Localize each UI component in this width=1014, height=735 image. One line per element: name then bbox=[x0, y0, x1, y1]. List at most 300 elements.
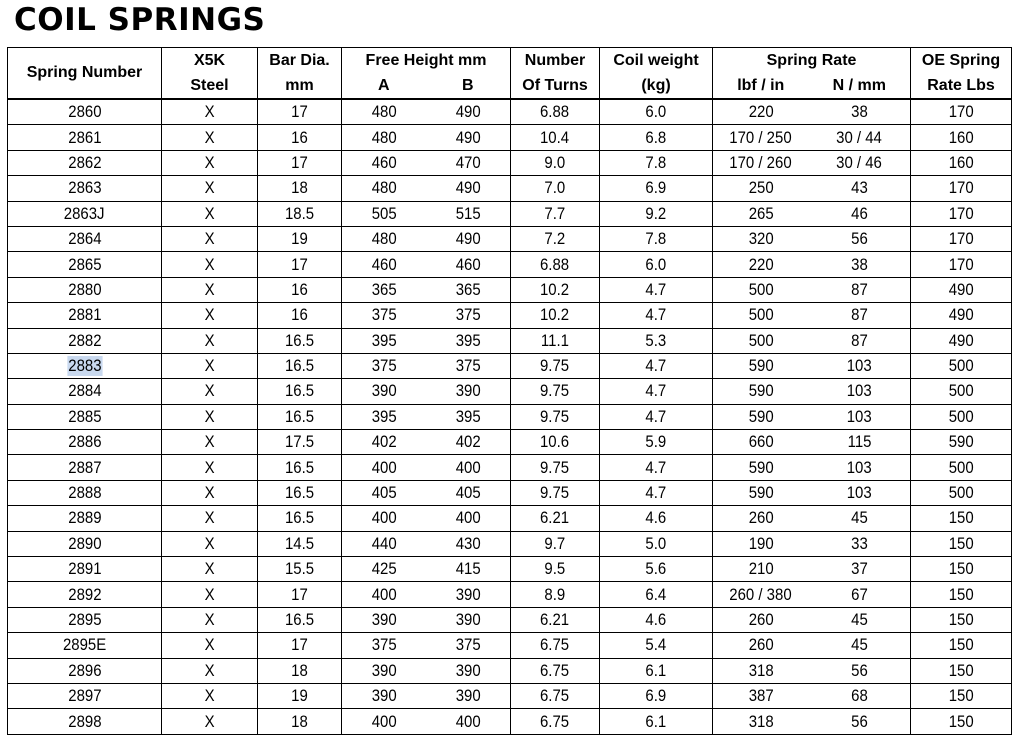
cell-free-height-b bbox=[426, 303, 511, 328]
cell-turns-text: 10.2 bbox=[540, 305, 570, 325]
cell-turns bbox=[511, 201, 600, 226]
cell-spring-number bbox=[8, 125, 162, 150]
cell-free-height-a bbox=[342, 201, 426, 226]
cell-rate-lbf-text: 318 bbox=[748, 660, 774, 680]
cell-x5k-steel-text: X bbox=[204, 203, 215, 223]
cell-oe-rate-text: 490 bbox=[948, 305, 974, 325]
table-row bbox=[8, 379, 1012, 404]
cell-x5k-steel bbox=[162, 430, 258, 455]
cell-spring-number bbox=[8, 430, 162, 455]
cell-free-height-b bbox=[426, 480, 511, 505]
cell-spring-number bbox=[8, 480, 162, 505]
cell-rate-n-text: 45 bbox=[850, 610, 868, 629]
cell-coil-weight-text: 4.7 bbox=[645, 356, 667, 376]
cell-rate-lbf bbox=[713, 709, 809, 734]
table-row bbox=[8, 582, 1012, 607]
cell-x5k-steel bbox=[162, 658, 258, 683]
page-title: COIL SPRINGS bbox=[14, 2, 266, 38]
cell-rate-lbf-text: 500 bbox=[748, 305, 774, 325]
cell-oe-rate-text: 150 bbox=[948, 711, 974, 731]
cell-turns bbox=[511, 531, 600, 556]
cell-spring-number bbox=[8, 252, 162, 277]
cell-free-height-a bbox=[342, 607, 426, 632]
cell-free-height-a bbox=[342, 99, 426, 125]
cell-coil-weight-text: 7.8 bbox=[645, 229, 667, 249]
cell-bar-dia bbox=[258, 683, 342, 708]
cell-free-height-b-text: 490 bbox=[455, 127, 481, 147]
cell-free-height-b bbox=[426, 404, 511, 429]
cell-coil-weight bbox=[600, 709, 713, 734]
cell-turns-text: 10.4 bbox=[540, 127, 570, 147]
cell-spring-number-text: 2886 bbox=[67, 432, 102, 452]
table-row bbox=[8, 353, 1012, 378]
cell-rate-lbf-text: 260 bbox=[748, 610, 774, 629]
cell-rate-n-text: 103 bbox=[846, 457, 872, 477]
table-row bbox=[8, 709, 1012, 734]
cell-oe-rate bbox=[911, 531, 1012, 556]
cell-x5k-steel-text: X bbox=[204, 381, 215, 401]
cell-rate-n-text: 38 bbox=[850, 254, 868, 274]
cell-rate-lbf-text: 500 bbox=[748, 330, 774, 350]
cell-free-height-b bbox=[426, 709, 511, 734]
cell-free-height-a-text: 390 bbox=[371, 381, 397, 401]
table-row bbox=[8, 99, 1012, 125]
cell-rate-n bbox=[809, 633, 911, 658]
cell-turns bbox=[511, 557, 600, 582]
cell-free-height-b bbox=[426, 150, 511, 175]
cell-rate-n-text: 115 bbox=[847, 432, 872, 452]
cell-turns bbox=[511, 430, 600, 455]
cell-free-height-b-text: 460 bbox=[455, 254, 481, 274]
cell-turns-text: 9.75 bbox=[540, 406, 570, 426]
cell-x5k-steel-text: X bbox=[204, 127, 215, 147]
cell-coil-weight-text: 4.7 bbox=[645, 305, 667, 325]
cell-turns bbox=[511, 480, 600, 505]
cell-rate-lbf bbox=[713, 607, 809, 632]
cell-free-height-a-text: 400 bbox=[371, 457, 397, 477]
cell-coil-weight-text: 6.9 bbox=[645, 686, 667, 706]
cell-x5k-steel-text: X bbox=[204, 686, 215, 706]
cell-rate-lbf-text: 387 bbox=[748, 686, 774, 706]
cell-oe-rate bbox=[911, 303, 1012, 328]
cell-x5k-steel-text: X bbox=[204, 457, 215, 477]
cell-turns-text: 9.75 bbox=[540, 356, 570, 376]
cell-bar-dia-text: 16.5 bbox=[284, 610, 315, 629]
cell-rate-n bbox=[809, 709, 911, 734]
cell-spring-number-text: 2861 bbox=[67, 127, 102, 147]
table-row bbox=[8, 226, 1012, 251]
header-spring-rate: Spring Rate bbox=[713, 48, 911, 74]
cell-spring-number bbox=[8, 709, 162, 734]
cell-spring-number-text: 2891 bbox=[67, 559, 102, 579]
cell-turns-text: 6.21 bbox=[540, 610, 570, 629]
coil-springs-table bbox=[7, 47, 1012, 735]
cell-free-height-b bbox=[426, 176, 511, 201]
cell-rate-lbf-text: 170 / 250 bbox=[729, 127, 792, 147]
cell-oe-rate-text: 150 bbox=[948, 584, 974, 604]
cell-free-height-a bbox=[342, 506, 426, 531]
cell-rate-lbf-text: 220 bbox=[748, 102, 774, 122]
cell-spring-number-text: 2865 bbox=[67, 254, 102, 274]
cell-coil-weight-text: 7.8 bbox=[645, 152, 667, 172]
cell-x5k-steel bbox=[162, 633, 258, 658]
cell-free-height-a-text: 390 bbox=[371, 686, 397, 706]
cell-x5k-steel bbox=[162, 480, 258, 505]
cell-free-height-b-text: 402 bbox=[455, 432, 481, 452]
cell-rate-n-text: 38 bbox=[850, 102, 868, 122]
cell-x5k-steel bbox=[162, 201, 258, 226]
cell-bar-dia bbox=[258, 658, 342, 683]
cell-rate-lbf-text: 590 bbox=[748, 381, 774, 401]
cell-coil-weight bbox=[600, 531, 713, 556]
cell-coil-weight bbox=[600, 226, 713, 251]
cell-rate-lbf-text: 590 bbox=[748, 356, 774, 376]
cell-free-height-b-text: 365 bbox=[455, 279, 481, 299]
cell-free-height-b-text: 405 bbox=[455, 483, 481, 503]
cell-free-height-a bbox=[342, 226, 426, 251]
cell-turns-text: 7.0 bbox=[544, 178, 566, 198]
cell-rate-lbf bbox=[713, 277, 809, 302]
cell-x5k-steel-text: X bbox=[204, 711, 215, 731]
cell-free-height-a-text: 395 bbox=[371, 406, 397, 426]
cell-coil-weight bbox=[600, 658, 713, 683]
cell-oe-rate bbox=[911, 150, 1012, 175]
cell-bar-dia-text: 18.5 bbox=[284, 203, 315, 223]
cell-rate-lbf-text: 500 bbox=[748, 279, 774, 299]
table-row bbox=[8, 150, 1012, 175]
cell-rate-n bbox=[809, 252, 911, 277]
cell-spring-number bbox=[8, 150, 162, 175]
cell-bar-dia bbox=[258, 328, 342, 353]
cell-rate-n bbox=[809, 176, 911, 201]
cell-coil-weight bbox=[600, 277, 713, 302]
cell-free-height-a-text: 425 bbox=[371, 559, 397, 579]
cell-rate-lbf bbox=[713, 683, 809, 708]
cell-spring-number bbox=[8, 328, 162, 353]
cell-bar-dia-text: 16.5 bbox=[284, 508, 315, 528]
cell-free-height-a bbox=[342, 277, 426, 302]
cell-turns bbox=[511, 353, 600, 378]
cell-free-height-b-text: 400 bbox=[455, 508, 481, 528]
cell-free-height-b bbox=[426, 99, 511, 125]
cell-rate-n bbox=[809, 353, 911, 378]
cell-spring-number-text: 2884 bbox=[67, 381, 102, 401]
cell-free-height-a-text: 365 bbox=[371, 279, 397, 299]
cell-turns-text: 6.88 bbox=[540, 254, 570, 274]
cell-spring-number-text: 2880 bbox=[67, 279, 102, 299]
cell-rate-n-text: 56 bbox=[850, 229, 868, 249]
cell-x5k-steel bbox=[162, 353, 258, 378]
cell-free-height-b-text: 390 bbox=[455, 381, 481, 401]
cell-oe-rate bbox=[911, 176, 1012, 201]
cell-free-height-a-text: 460 bbox=[371, 254, 397, 274]
cell-oe-rate-text: 170 bbox=[948, 178, 974, 198]
cell-free-height-a bbox=[342, 125, 426, 150]
cell-bar-dia-text: 16 bbox=[291, 279, 308, 299]
cell-rate-lbf bbox=[713, 176, 809, 201]
table-row bbox=[8, 557, 1012, 582]
cell-bar-dia bbox=[258, 353, 342, 378]
cell-oe-rate-text: 150 bbox=[948, 686, 974, 706]
cell-rate-n-text: 45 bbox=[850, 635, 868, 655]
cell-spring-number-text: 2895E bbox=[62, 635, 107, 655]
cell-free-height-b bbox=[426, 557, 511, 582]
cell-bar-dia bbox=[258, 176, 342, 201]
cell-free-height-a-text: 400 bbox=[371, 584, 397, 604]
cell-rate-n-text: 33 bbox=[850, 533, 868, 553]
cell-bar-dia-text: 16 bbox=[291, 127, 308, 147]
cell-coil-weight bbox=[600, 607, 713, 632]
table-row bbox=[8, 303, 1012, 328]
cell-free-height-a bbox=[342, 176, 426, 201]
cell-spring-number bbox=[8, 201, 162, 226]
cell-coil-weight-text: 6.0 bbox=[645, 254, 667, 274]
cell-rate-n bbox=[809, 404, 911, 429]
cell-rate-n bbox=[809, 125, 911, 150]
cell-spring-number bbox=[8, 277, 162, 302]
cell-coil-weight bbox=[600, 582, 713, 607]
cell-spring-number-text: 2885 bbox=[67, 406, 102, 426]
cell-oe-rate bbox=[911, 506, 1012, 531]
cell-rate-lbf-text: 320 bbox=[748, 229, 774, 249]
cell-x5k-steel-text: X bbox=[204, 584, 215, 604]
cell-rate-lbf-text: 210 bbox=[748, 559, 774, 579]
table-row bbox=[8, 328, 1012, 353]
cell-oe-rate bbox=[911, 658, 1012, 683]
cell-oe-rate-text: 150 bbox=[948, 559, 974, 579]
cell-free-height-a-text: 505 bbox=[371, 203, 397, 223]
cell-free-height-b bbox=[426, 328, 511, 353]
cell-free-height-a-text: 480 bbox=[371, 102, 397, 122]
table-row bbox=[8, 658, 1012, 683]
cell-bar-dia bbox=[258, 633, 342, 658]
cell-rate-lbf bbox=[713, 328, 809, 353]
cell-free-height-b bbox=[426, 658, 511, 683]
cell-turns-text: 9.75 bbox=[540, 457, 570, 477]
cell-oe-rate-text: 500 bbox=[948, 483, 974, 503]
cell-spring-number-text: 2863J bbox=[64, 203, 105, 223]
header-spring-rate-lbf: lbf / in bbox=[713, 73, 809, 99]
cell-rate-lbf-text: 590 bbox=[748, 457, 774, 477]
cell-rate-n-text: 103 bbox=[846, 483, 872, 503]
cell-bar-dia bbox=[258, 480, 342, 505]
table-row bbox=[8, 404, 1012, 429]
cell-turns-text: 11.1 bbox=[541, 330, 570, 350]
cell-free-height-a bbox=[342, 683, 426, 708]
cell-spring-number bbox=[8, 506, 162, 531]
table-row bbox=[8, 176, 1012, 201]
cell-spring-number bbox=[8, 226, 162, 251]
cell-oe-rate bbox=[911, 430, 1012, 455]
cell-bar-dia bbox=[258, 557, 342, 582]
cell-rate-lbf-text: 260 / 380 bbox=[729, 584, 792, 604]
cell-bar-dia bbox=[258, 303, 342, 328]
cell-free-height-b-text: 390 bbox=[455, 686, 481, 706]
cell-free-height-b bbox=[426, 353, 511, 378]
cell-coil-weight bbox=[600, 633, 713, 658]
cell-coil-weight bbox=[600, 379, 713, 404]
cell-bar-dia-text: 16.5 bbox=[284, 330, 315, 350]
cell-oe-rate-text: 170 bbox=[948, 203, 974, 223]
cell-oe-rate bbox=[911, 252, 1012, 277]
cell-rate-n bbox=[809, 582, 911, 607]
cell-rate-n-text: 103 bbox=[846, 356, 872, 376]
cell-turns-text: 7.2 bbox=[544, 229, 566, 249]
cell-turns-text: 6.21 bbox=[540, 508, 570, 528]
cell-bar-dia bbox=[258, 430, 342, 455]
cell-rate-n bbox=[809, 430, 911, 455]
cell-x5k-steel bbox=[162, 506, 258, 531]
cell-free-height-a bbox=[342, 379, 426, 404]
cell-x5k-steel bbox=[162, 709, 258, 734]
cell-oe-rate-text: 500 bbox=[948, 356, 974, 376]
cell-x5k-steel bbox=[162, 226, 258, 251]
cell-rate-lbf bbox=[713, 455, 809, 480]
cell-rate-n bbox=[809, 99, 911, 125]
cell-bar-dia bbox=[258, 226, 342, 251]
cell-turns bbox=[511, 683, 600, 708]
cell-free-height-a-text: 400 bbox=[371, 508, 397, 528]
cell-free-height-a-text: 400 bbox=[371, 711, 397, 731]
cell-bar-dia-text: 17 bbox=[291, 635, 308, 655]
cell-free-height-a bbox=[342, 582, 426, 607]
cell-free-height-a bbox=[342, 404, 426, 429]
cell-oe-rate bbox=[911, 99, 1012, 125]
cell-oe-rate-text: 490 bbox=[948, 330, 974, 350]
cell-free-height-b-text: 395 bbox=[455, 330, 481, 350]
cell-rate-n-text: 87 bbox=[850, 279, 868, 299]
cell-oe-rate-text: 500 bbox=[948, 406, 974, 426]
table-body bbox=[8, 99, 1012, 734]
cell-bar-dia bbox=[258, 150, 342, 175]
cell-oe-rate bbox=[911, 582, 1012, 607]
cell-coil-weight bbox=[600, 99, 713, 125]
cell-rate-n-text: 30 / 44 bbox=[836, 127, 883, 147]
cell-rate-n bbox=[809, 277, 911, 302]
cell-bar-dia-text: 16.5 bbox=[284, 356, 315, 376]
cell-spring-number-text: 2887 bbox=[67, 457, 102, 477]
cell-oe-rate bbox=[911, 683, 1012, 708]
cell-turns bbox=[511, 404, 600, 429]
cell-turns bbox=[511, 150, 600, 175]
cell-free-height-a-text: 402 bbox=[371, 432, 397, 452]
cell-turns-text: 7.7 bbox=[544, 203, 566, 223]
cell-free-height-a-text: 480 bbox=[371, 178, 397, 198]
cell-rate-lbf bbox=[713, 226, 809, 251]
cell-free-height-b bbox=[426, 252, 511, 277]
cell-bar-dia-text: 17 bbox=[291, 102, 308, 122]
cell-coil-weight-text: 9.2 bbox=[645, 203, 667, 223]
cell-x5k-steel bbox=[162, 252, 258, 277]
cell-free-height-b bbox=[426, 506, 511, 531]
cell-coil-weight-text: 4.7 bbox=[645, 483, 667, 503]
cell-bar-dia bbox=[258, 582, 342, 607]
cell-turns-text: 8.9 bbox=[544, 584, 566, 604]
cell-x5k-steel-text: X bbox=[204, 508, 215, 528]
header-bar-dia: Bar Dia. bbox=[258, 48, 342, 74]
cell-spring-number bbox=[8, 353, 162, 378]
cell-bar-dia-text: 15.5 bbox=[284, 559, 315, 579]
cell-bar-dia-text: 17 bbox=[291, 584, 308, 604]
cell-free-height-a bbox=[342, 430, 426, 455]
cell-x5k-steel-text: X bbox=[204, 432, 215, 452]
cell-rate-lbf bbox=[713, 150, 809, 175]
cell-x5k-steel bbox=[162, 379, 258, 404]
cell-rate-lbf bbox=[713, 557, 809, 582]
cell-coil-weight-text: 4.7 bbox=[645, 457, 667, 477]
cell-coil-weight bbox=[600, 252, 713, 277]
header-free-height-a: A bbox=[342, 73, 426, 99]
cell-rate-lbf bbox=[713, 201, 809, 226]
cell-x5k-steel bbox=[162, 455, 258, 480]
cell-free-height-b-text: 375 bbox=[455, 635, 481, 655]
cell-free-height-b bbox=[426, 430, 511, 455]
cell-spring-number bbox=[8, 531, 162, 556]
cell-coil-weight bbox=[600, 430, 713, 455]
header-free-height: Free Height mm bbox=[342, 48, 511, 74]
cell-rate-lbf-text: 250 bbox=[748, 178, 774, 198]
cell-free-height-b-text: 400 bbox=[455, 457, 481, 477]
cell-free-height-a-text: 405 bbox=[371, 483, 397, 503]
table-row bbox=[8, 531, 1012, 556]
cell-oe-rate bbox=[911, 379, 1012, 404]
cell-rate-lbf bbox=[713, 303, 809, 328]
cell-x5k-steel-text: X bbox=[204, 610, 215, 629]
cell-spring-number-text: 2897 bbox=[67, 686, 102, 706]
cell-bar-dia bbox=[258, 277, 342, 302]
cell-rate-lbf-text: 590 bbox=[748, 483, 774, 503]
cell-free-height-b bbox=[426, 125, 511, 150]
cell-rate-n bbox=[809, 531, 911, 556]
table-row bbox=[8, 201, 1012, 226]
cell-x5k-steel-text: X bbox=[204, 254, 215, 274]
cell-x5k-steel-text: X bbox=[204, 635, 215, 655]
cell-bar-dia-text: 14.5 bbox=[284, 533, 315, 553]
cell-rate-n bbox=[809, 557, 911, 582]
cell-rate-n-text: 87 bbox=[850, 330, 868, 350]
cell-x5k-steel bbox=[162, 531, 258, 556]
cell-free-height-a-text: 390 bbox=[371, 660, 397, 680]
table-row bbox=[8, 455, 1012, 480]
cell-rate-lbf bbox=[713, 658, 809, 683]
cell-rate-n-text: 30 / 46 bbox=[836, 152, 883, 172]
cell-x5k-steel bbox=[162, 683, 258, 708]
cell-coil-weight bbox=[600, 150, 713, 175]
cell-rate-n bbox=[809, 683, 911, 708]
cell-free-height-b-text: 375 bbox=[455, 305, 481, 325]
cell-rate-lbf bbox=[713, 531, 809, 556]
cell-coil-weight-text: 4.7 bbox=[645, 279, 667, 299]
cell-spring-number bbox=[8, 658, 162, 683]
cell-spring-number-text: 2882 bbox=[67, 330, 102, 350]
cell-free-height-b-text: 390 bbox=[455, 584, 481, 604]
cell-x5k-steel bbox=[162, 125, 258, 150]
cell-x5k-steel-text: X bbox=[204, 305, 215, 325]
cell-free-height-a-text: 375 bbox=[371, 635, 397, 655]
cell-spring-number-text: 2898 bbox=[67, 711, 102, 731]
cell-x5k-steel-text: X bbox=[204, 533, 215, 553]
cell-rate-n bbox=[809, 379, 911, 404]
cell-spring-number bbox=[8, 557, 162, 582]
cell-spring-number bbox=[8, 633, 162, 658]
cell-coil-weight-text: 6.4 bbox=[645, 584, 667, 604]
cell-oe-rate bbox=[911, 480, 1012, 505]
cell-bar-dia-text: 18 bbox=[291, 660, 308, 680]
cell-rate-lbf bbox=[713, 582, 809, 607]
cell-free-height-b bbox=[426, 582, 511, 607]
cell-turns-text: 9.5 bbox=[544, 559, 566, 579]
cell-turns bbox=[511, 226, 600, 251]
